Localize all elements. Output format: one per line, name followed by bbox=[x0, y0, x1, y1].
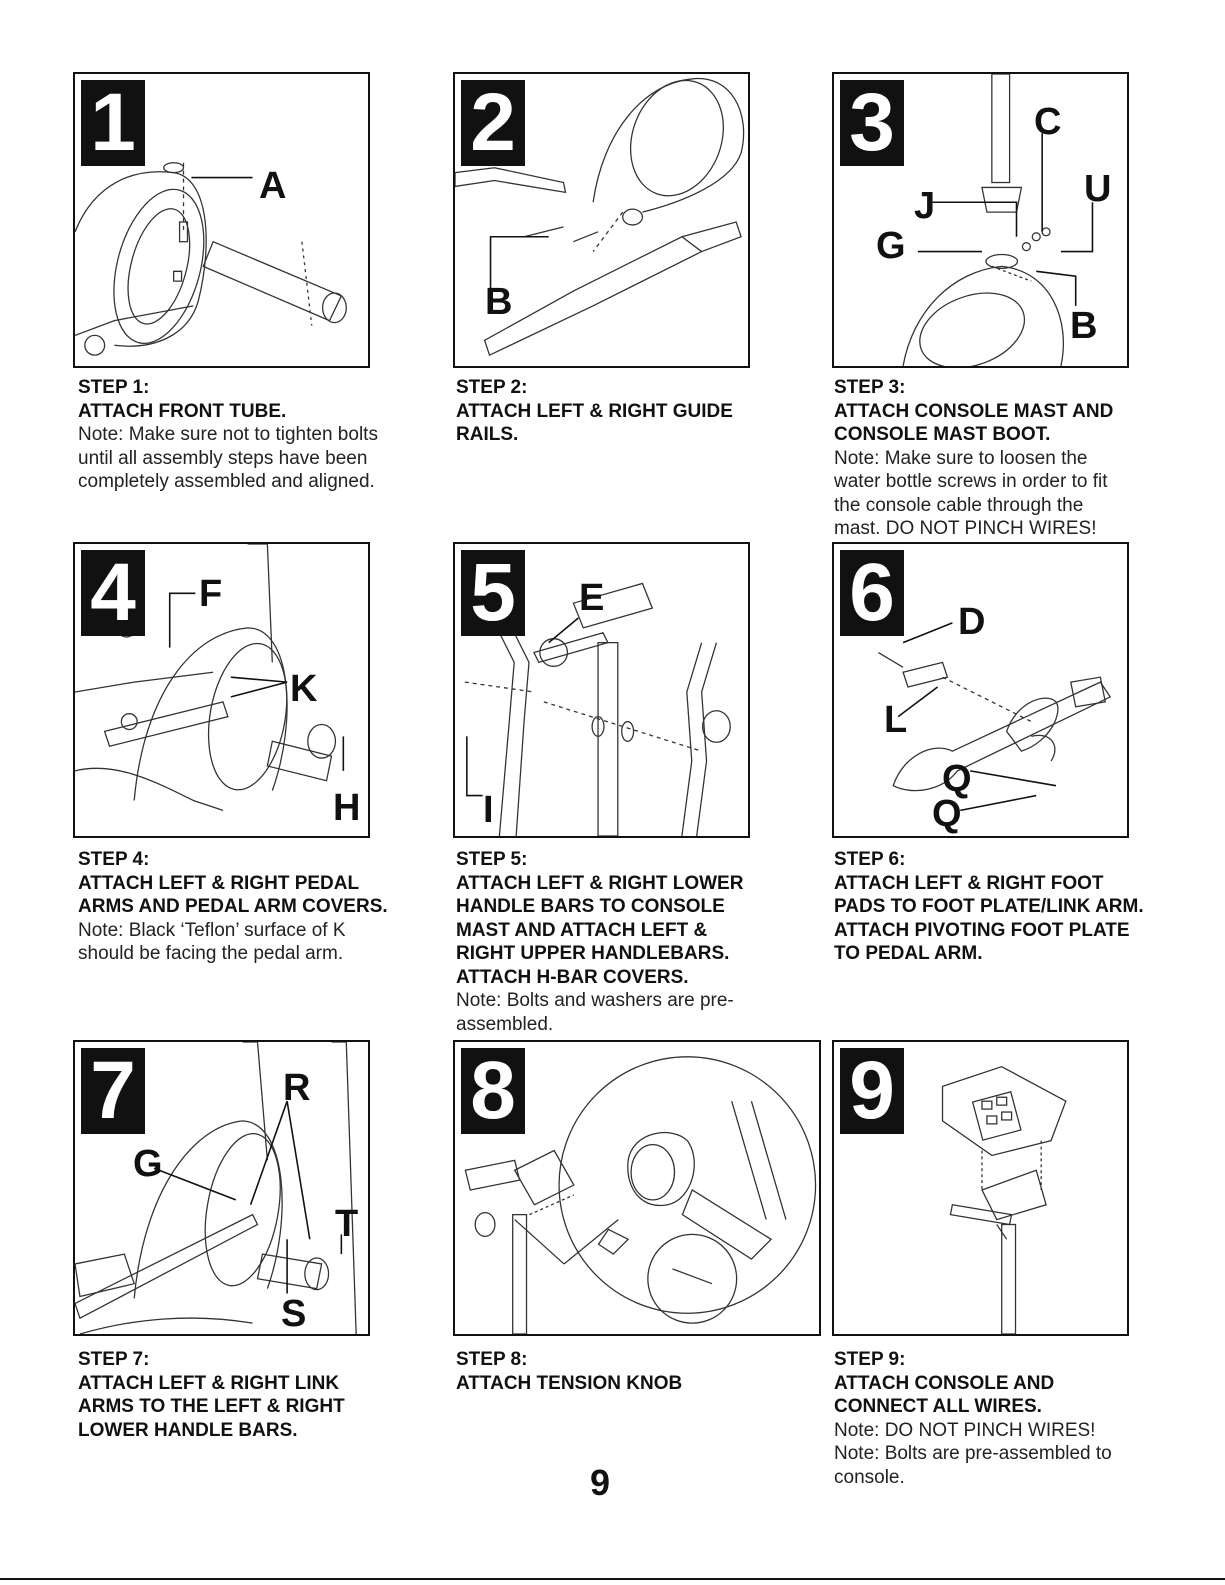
callout-label: A bbox=[259, 165, 287, 207]
step-heading: STEP 7: bbox=[78, 1349, 150, 1370]
step-number-badge: 5 bbox=[461, 550, 525, 636]
step-title: ATTACH CONSOLE MAST AND CONSOLE MAST BOOT. bbox=[834, 400, 1114, 445]
step-9-caption bbox=[834, 1348, 1134, 1489]
step-number-badge: 1 bbox=[81, 80, 145, 166]
step-note: Note: Black ‘Teflon’ surface of K should be facing the pedal arm. bbox=[78, 919, 346, 964]
step-title: ATTACH LEFT & RIGHT GUIDE RAILS. bbox=[456, 400, 733, 445]
step-2-caption bbox=[456, 376, 756, 447]
step-2-illustration bbox=[453, 72, 750, 368]
step-number-badge: 7 bbox=[81, 1048, 145, 1134]
callout-label: L bbox=[884, 699, 908, 741]
step-title: ATTACH LEFT & RIGHT FOOT PADS TO FOOT PLATE/LINK ARM. ATTACH PIVOTING FOOT PLATE TO PEDAL ARM. bbox=[834, 872, 1144, 964]
step-heading: STEP 4: bbox=[78, 849, 150, 870]
step-8-illustration bbox=[453, 1040, 821, 1336]
step-note: Note: Make sure not to tighten bolts until all assembly steps have been completely assembled and aligned. bbox=[78, 424, 378, 492]
step-title: ATTACH TENSION KNOB bbox=[456, 1372, 683, 1394]
step-6-caption bbox=[834, 848, 1154, 966]
step-number-badge: 3 bbox=[840, 80, 904, 166]
step-4-illustration bbox=[73, 542, 370, 838]
step-number-badge: 9 bbox=[840, 1048, 904, 1134]
callout-label: E bbox=[579, 577, 605, 619]
callout-label: S bbox=[281, 1293, 307, 1335]
step-1-illustration bbox=[73, 72, 370, 368]
step-heading: STEP 5: bbox=[456, 849, 528, 870]
step-heading: STEP 1: bbox=[78, 377, 150, 398]
step-6-illustration bbox=[832, 542, 1129, 838]
callout-label: D bbox=[958, 601, 986, 643]
step-9-illustration bbox=[832, 1040, 1129, 1336]
step-5-illustration bbox=[453, 542, 750, 838]
step-title: ATTACH FRONT TUBE. bbox=[78, 400, 287, 422]
callout-label: F bbox=[199, 573, 223, 615]
step-number-badge: 6 bbox=[840, 550, 904, 636]
step-title: ATTACH LEFT & RIGHT PEDAL ARMS AND PEDAL ARM COVERS. bbox=[78, 872, 388, 917]
step-1-caption bbox=[78, 376, 383, 494]
callout-label: R bbox=[283, 1067, 311, 1109]
step-note: Note: DO NOT PINCH WIRES! bbox=[834, 1419, 1096, 1441]
callout-label: C bbox=[1034, 101, 1062, 143]
step-7-caption bbox=[78, 1348, 383, 1442]
bottom-divider bbox=[0, 1578, 1225, 1580]
callout-label: T bbox=[335, 1203, 359, 1245]
callout-label: Q bbox=[942, 758, 972, 800]
callout-label: Q bbox=[932, 793, 962, 835]
callout-label: G bbox=[133, 1143, 163, 1185]
callout-label: U bbox=[1084, 168, 1112, 210]
step-7-illustration bbox=[73, 1040, 370, 1336]
page-number: 9 bbox=[590, 1462, 611, 1503]
step-title: ATTACH LEFT & RIGHT LOWER HANDLE BARS TO CONSOLE MAST AND ATTACH LEFT & RIGHT UPPER HANDLEBARS. ATTACH H-BAR COVERS. bbox=[456, 872, 744, 988]
step-4-caption bbox=[78, 848, 388, 966]
callout-label: B bbox=[485, 281, 513, 323]
callout-label: B bbox=[1070, 305, 1098, 347]
step-3-caption bbox=[834, 376, 1134, 541]
step-note: Note: Make sure to loosen the water bottle screws in order to fit the console cable through the mast. DO NOT PINCH WIRES! bbox=[834, 447, 1108, 539]
step-heading: STEP 3: bbox=[834, 377, 906, 398]
step-note: Note: Bolts and washers are pre-assembled. bbox=[456, 990, 734, 1035]
callout-label: H bbox=[333, 787, 361, 829]
step-title: ATTACH LEFT & RIGHT LINK ARMS TO THE LEFT & RIGHT LOWER HANDLE BARS. bbox=[78, 1372, 345, 1441]
step-number-badge: 2 bbox=[461, 80, 525, 166]
callout-label: K bbox=[290, 668, 318, 710]
step-8-caption bbox=[456, 1348, 756, 1395]
step-3-illustration bbox=[832, 72, 1129, 368]
callout-label: I bbox=[483, 789, 494, 831]
step-heading: STEP 8: bbox=[456, 1349, 528, 1370]
step-title: ATTACH CONSOLE AND CONNECT ALL WIRES. bbox=[834, 1372, 1055, 1417]
step-note-secondary: Note: Bolts are pre-assembled to console. bbox=[834, 1443, 1112, 1488]
callout-label: J bbox=[914, 185, 936, 227]
step-heading: STEP 9: bbox=[834, 1349, 906, 1370]
callout-label: G bbox=[876, 225, 906, 267]
step-number-badge: 8 bbox=[461, 1048, 525, 1134]
step-heading: STEP 2: bbox=[456, 377, 528, 398]
step-5-caption bbox=[456, 848, 756, 1036]
step-heading: STEP 6: bbox=[834, 849, 906, 870]
step-number-badge: 4 bbox=[81, 550, 145, 636]
